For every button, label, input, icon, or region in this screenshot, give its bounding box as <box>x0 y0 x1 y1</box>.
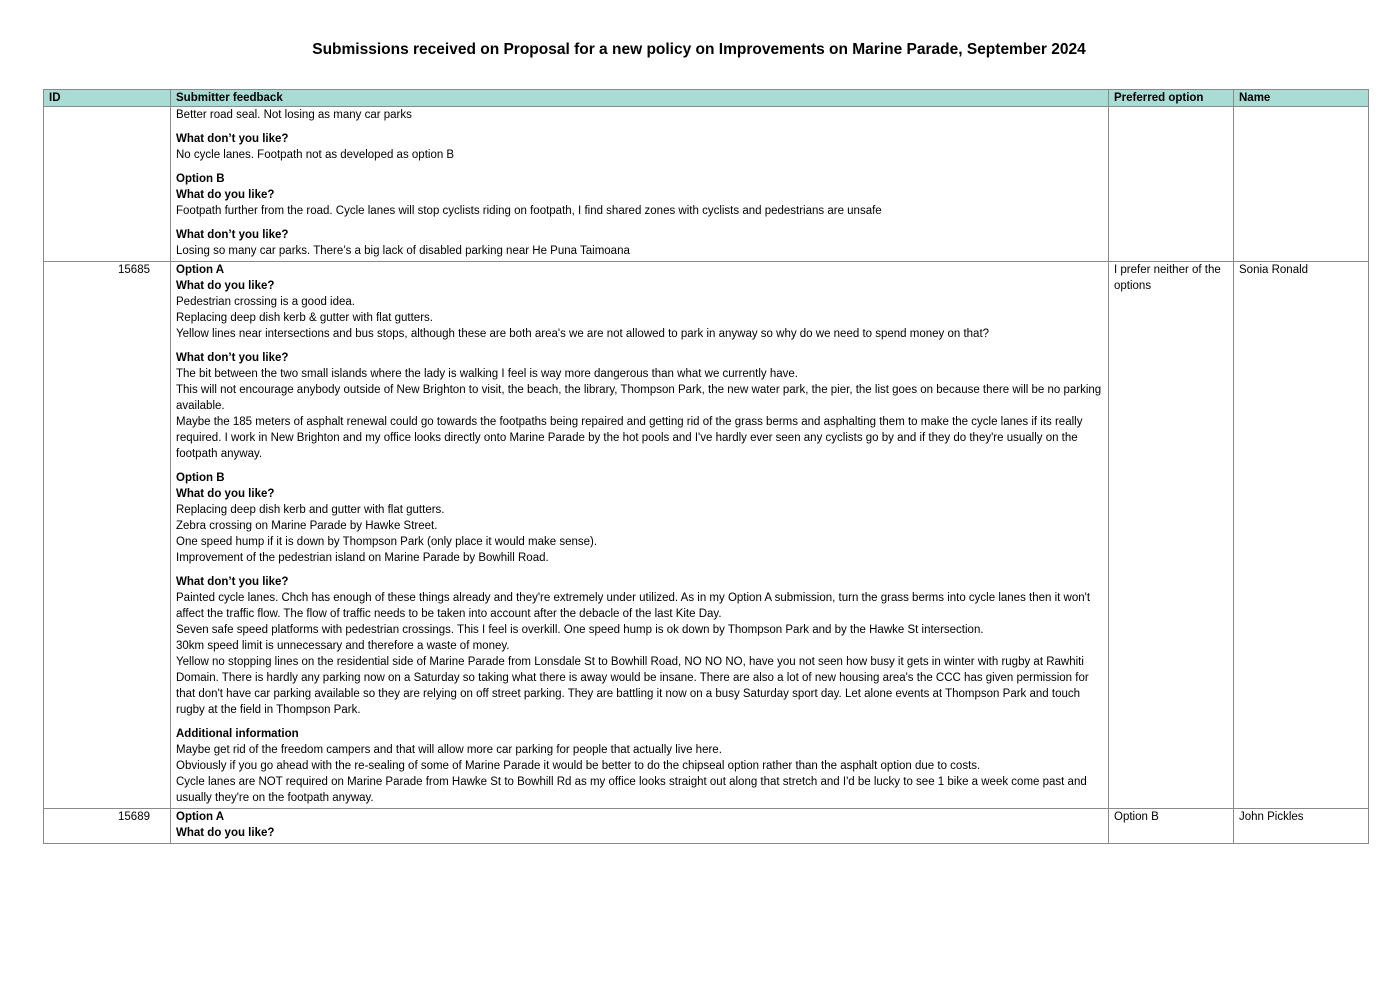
feedback-text: Obviously if you go ahead with the re-sealing of some of Marine Parade it would be better to do the chipseal option rather than the asphalt option due to costs. <box>176 760 981 772</box>
feedback-heading: What do you like? <box>176 280 275 292</box>
feedback-block <box>176 131 1103 163</box>
feedback-text: Maybe the 185 meters of asphalt renewal could go towards the footpaths being repaired and getting rid of the grass berms and asphalting them to make the cycle lanes if its really required. I work in New Brighton and my office looks directly onto Marine Parade by the hot pools and I've hardly ever seen any cyclists go by and if they do they're usually on the footpath anyway. <box>176 416 1083 460</box>
submitter-name: Sonia Ronald <box>1234 262 1369 809</box>
feedback-heading: What do you like? <box>176 488 275 500</box>
feedback-text: Zebra crossing on Marine Parade by Hawke Street. <box>176 520 438 532</box>
feedback-heading: Option B <box>176 173 225 185</box>
feedback-text: Replacing deep dish kerb & gutter with flat gutters. <box>176 312 433 324</box>
feedback-heading: What don’t you like? <box>176 576 289 588</box>
feedback-heading: What don’t you like? <box>176 133 289 145</box>
feedback-text: One speed hump if it is down by Thompson Park (only place it would make sense). <box>176 536 598 548</box>
submitter-feedback <box>171 262 1109 809</box>
submission-id: 15685 <box>44 262 171 809</box>
feedback-block <box>176 262 1103 342</box>
feedback-block <box>176 809 1103 841</box>
feedback-block <box>176 470 1103 566</box>
table-row <box>44 262 1369 809</box>
feedback-text: Yellow no stopping lines on the residential side of Marine Parade from Lonsdale St to Bowhill Road, NO NO NO, have you not seen how busy it gets in winter with rugby at Rawhiti Domain. There is hardly any parking now on a Saturday so taking what there is away would be insane. There are also a lot of new housing area's the CCC has given permission for that don't have car parking available so they are relying on off street parking. They are battling it now on a busy Saturday sport day. Let alone events at Thompson Park and touch rugby at the field in Thompson Park. <box>176 656 1089 716</box>
feedback-text: This will not encourage anybody outside of New Brighton to visit, the beach, the library, Thompson Park, the new water park, the pier, the list goes on because there will be no parking available. <box>176 384 1102 412</box>
feedback-block <box>176 227 1103 259</box>
table-row <box>44 107 1369 262</box>
feedback-block <box>176 574 1103 718</box>
feedback-text: Improvement of the pedestrian island on Marine Parade by Bowhill Road. <box>176 552 549 564</box>
feedback-text: The bit between the two small islands where the lady is walking I feel is way more dangerous than what we currently have. <box>176 368 798 380</box>
submission-id <box>44 107 171 262</box>
feedback-heading: What don’t you like? <box>176 352 289 364</box>
feedback-text: Painted cycle lanes. Chch has enough of these things already and they're extremely under utilized. As in my Option A submission, turn the grass berms into cycle lanes then it won't affect the traffic flow. The flow of traffic needs to be taken into account after the debacle of the last Kite Day. <box>176 592 1091 620</box>
submitter-feedback <box>171 107 1109 262</box>
submissions-table <box>43 89 1369 844</box>
header-name: Name <box>1234 90 1369 107</box>
feedback-heading: What do you like? <box>176 827 275 839</box>
feedback-heading: Option A <box>176 264 225 276</box>
feedback-text: Losing so many car parks. There’s a big lack of disabled parking near He Puna Taimoana <box>176 245 630 257</box>
submitter-name <box>1234 107 1369 262</box>
feedback-text: Cycle lanes are NOT required on Marine Parade from Hawke St to Bowhill Rd as my office looks straight out along that stretch and I'd be lucky to see 1 bike a week come past and usually they're on the footpath anyway. <box>176 776 1087 804</box>
submitter-name: John Pickles <box>1234 809 1369 844</box>
feedback-text: Yellow lines near intersections and bus stops, although these are both area's we are not allowed to park in anyway so why do we need to spend money on that? <box>176 328 990 340</box>
feedback-heading: What don’t you like? <box>176 229 289 241</box>
feedback-text: Maybe get rid of the freedom campers and that will allow more car parking for people that actually live here. <box>176 744 722 756</box>
preferred-option: I prefer neither of the options <box>1109 262 1234 809</box>
document-title: Submissions received on Proposal for a new policy on Improvements on Marine Parade, September 2024 <box>312 41 1086 58</box>
feedback-heading: Option B <box>176 472 225 484</box>
feedback-text: Seven safe speed platforms with pedestrian crossings. This I feel is overkill. One speed hump is ok down by Thompson Park and by the Hawke St intersection. <box>176 624 984 636</box>
feedback-heading: Option A <box>176 811 225 823</box>
table-body <box>44 107 1369 844</box>
feedback-heading: Additional information <box>176 728 299 740</box>
submitter-feedback <box>171 809 1109 844</box>
preferred-option <box>1109 107 1234 262</box>
feedback-block <box>176 726 1103 806</box>
table-row <box>44 809 1369 844</box>
feedback-text: No cycle lanes. Footpath not as developed as option B <box>176 149 455 161</box>
feedback-heading: What do you like? <box>176 189 275 201</box>
feedback-text: Better road seal. Not losing as many car parks <box>176 109 412 121</box>
table-header-row <box>44 90 1369 107</box>
header-preferred-option: Preferred option <box>1109 90 1234 107</box>
header-id: ID <box>44 90 171 107</box>
feedback-text: Replacing deep dish kerb and gutter with flat gutters. <box>176 504 445 516</box>
preferred-option: Option B <box>1109 809 1234 844</box>
feedback-block <box>176 171 1103 219</box>
submission-id: 15689 <box>44 809 171 844</box>
feedback-text: Footpath further from the road. Cycle lanes will stop cyclists riding on footpath, I find shared zones with cyclists and pedestrians are unsafe <box>176 205 882 217</box>
feedback-text: 30km speed limit is unnecessary and therefore a waste of money. <box>176 640 510 652</box>
feedback-block <box>176 350 1103 462</box>
feedback-block <box>176 107 1103 123</box>
header-feedback: Submitter feedback <box>171 90 1109 107</box>
feedback-text: Pedestrian crossing is a good idea. <box>176 296 355 308</box>
